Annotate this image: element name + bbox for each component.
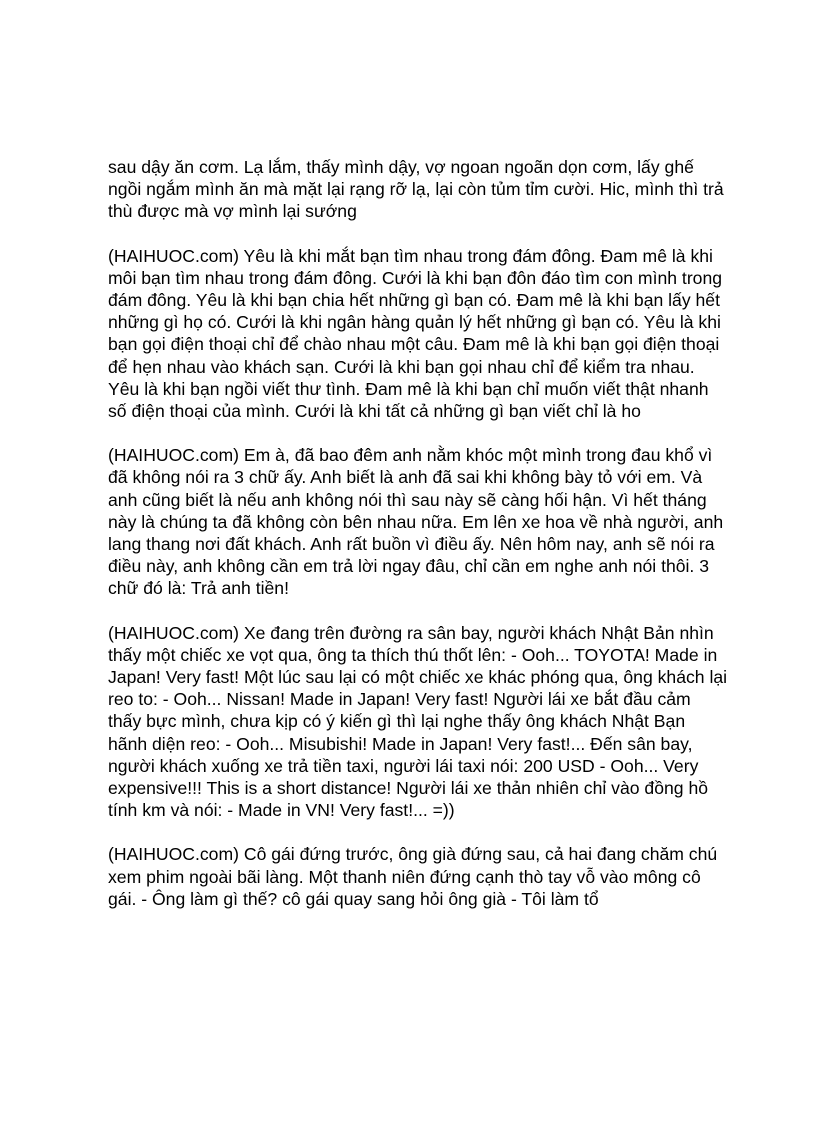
paragraph-wife-meal: sau dậy ăn cơm. Lạ lắm, thấy mình dậy, vợ ngoan ngoãn dọn cơm, lấy ghế ngồi ngắm mình ăn mà mặt lại rạng rỡ lạ, lại còn tủm tỉm cười. Hic, mình thì trả thù được mà vợ mình lại sướng bbox=[108, 157, 724, 222]
paragraph-japanese-taxi: (HAIHUOC.com) Xe đang trên đường ra sân bay, người khách Nhật Bản nhìn thấy một chiếc xe vọt qua, ông ta thích thú thốt lên: - Ooh... TOYOTA! Made in Japan! Very fast! Một lúc sau lại có một chiếc xe khác phóng qua, ông khách lại reo to: - Ooh... Nissan! Made in Japan! Very fast! Người lái xe bắt đầu cảm thấy bực mình, chưa kịp có ý kiến gì thì lại nghe thấy ông khách Nhật Bạn hãnh diện reo: - Ooh... Misubishi! Made in Japan! Very fast!... Đến sân bay, người khách xuống xe trả tiền taxi, người lái taxi nói: 200 USD - Ooh... Very expensive!!! This is a short distance! Người lái xe thản nhiên chỉ vào đồng hồ tính km và nói: - Made in VN! Very fast!... =)) bbox=[108, 622, 728, 821]
paragraph-love-passion-marriage: (HAIHUOC.com) Yêu là khi mắt bạn tìm nhau trong đám đông. Đam mê là khi môi bạn tìm nhau trong đám đông. Cưới là khi bạn đôn đáo tìm con mình trong đám đông. Yêu là khi bạn chia hết những gì bạn có. Đam mê là khi bạn lấy hết những gì họ có. Cưới là khi ngân hàng quản lý hết những gì bạn có. Yêu là khi bạn gọi điện thoại chỉ để chào nhau một câu. Đam mê là khi bạn gọi điện thoại để hẹn nhau vào khách sạn. Cưới là khi bạn gọi nhau chỉ để kiểm tra nhau. Yêu là khi bạn ngồi viết thư tình. Đam mê là khi bạn chỉ muốn viết thật nhanh số điện thoại của mình. Cưới là khi tất cả những gì bạn viết chỉ là ho bbox=[108, 245, 723, 422]
paragraph-three-words: (HAIHUOC.com) Em à, đã bao đêm anh nằm khóc một mình trong đau khổ vì đã không nói ra 3 chữ ấy. Anh biết là anh đã sai khi không bày tỏ với em. Và anh cũng biết là nếu anh không nói thì sau này sẽ càng hối hận. Vì hết tháng này là chúng ta đã không còn bên nhau nữa. Em lên xe hoa về nhà người, anh lang thang nơi đất khách. Anh rất buồn vì điều ấy. Nên hôm nay, anh sẽ nói ra điều này, anh không cần em trả lời ngay đâu, chỉ cần em nghe anh nói thôi. 3 chữ đó là: Trả anh tiền! bbox=[108, 445, 724, 599]
document-body bbox=[108, 156, 728, 932]
paragraph-village-cinema: (HAIHUOC.com) Cô gái đứng trước, ông già đứng sau, cả hai đang chăm chú xem phim ngoài bãi làng. Một thanh niên đứng cạnh thò tay vỗ vào mông cô gái. - Ông làm gì thế? cô gái quay sang hỏi ông già - Tôi làm tổ bbox=[108, 844, 718, 909]
